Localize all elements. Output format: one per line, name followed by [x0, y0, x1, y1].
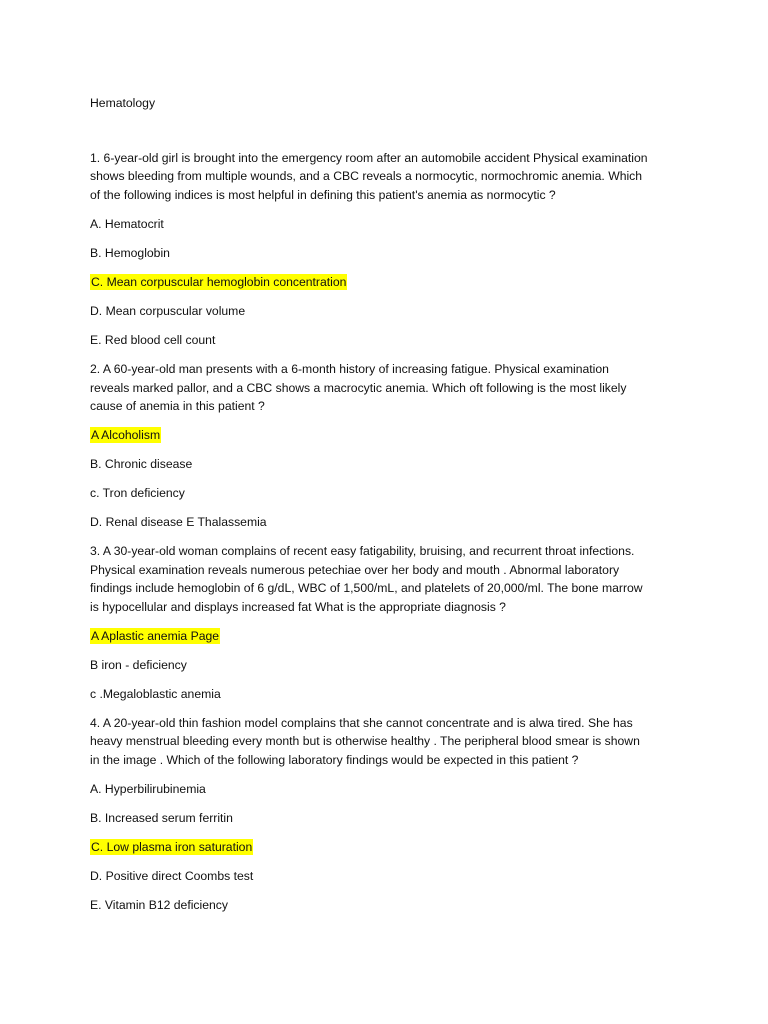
- answer-option-text: B. Increased serum ferritin: [90, 810, 233, 825]
- answer-option: [90, 867, 680, 886]
- question-line: 4. A 20-year-old thin fashion model complains that she cannot concentrate and is alwa tired. She has: [90, 715, 633, 730]
- question-block: [90, 360, 680, 532]
- question-line: Physical examination reveals numerous petechiae over her body and mouth . Abnormal laboratory: [90, 562, 620, 577]
- answer-option: [90, 455, 680, 474]
- question-line: 2. A 60-year-old man presents with a 6-month history of increasing fatigue. Physical examination: [90, 361, 609, 376]
- question-stem: [90, 360, 680, 416]
- answer-option-text: B iron - deficiency: [90, 657, 187, 672]
- question-line: of the following indices is most helpful in defining this patient's anemia as normocytic ?: [90, 188, 556, 203]
- question-line: 1. 6-year-old girl is brought into the emergency room after an automobile accident Physical examination: [90, 150, 648, 165]
- highlighted-answer: A Aplastic anemia Page: [91, 628, 220, 643]
- highlighted-answer: C. Mean corpuscular hemoglobin concentration: [91, 274, 347, 289]
- question-line: reveals marked pallor, and a CBC shows a macrocytic anemia. Which oft following is the most likely: [90, 380, 627, 395]
- question-list: [90, 149, 680, 915]
- question-stem: [90, 714, 680, 770]
- question-line: findings include hemoglobin of 6 g/dL, WBC of 1,500/mL, and platelets of 20,000/ml. The bone marrow: [90, 581, 643, 596]
- answer-option: [90, 685, 680, 704]
- question-block: [90, 542, 680, 704]
- question-line: in the image . Which of the following laboratory findings would be expected in this patient ?: [90, 753, 579, 768]
- answer-option: [90, 780, 680, 799]
- answer-option: [90, 273, 680, 292]
- answer-option: [90, 627, 680, 646]
- answer-option-text: E. Vitamin B12 deficiency: [90, 897, 228, 912]
- question-stem: [90, 542, 680, 617]
- question-line: cause of anemia in this patient ?: [90, 399, 265, 414]
- answer-option: [90, 809, 680, 828]
- question-stem: [90, 149, 680, 205]
- answer-option: [90, 656, 680, 675]
- question-line: shows bleeding from multiple wounds, and a CBC reveals a normocytic, normochromic anemia. Which: [90, 169, 643, 184]
- document-title: Hematology: [90, 96, 156, 110]
- answer-option: [90, 838, 680, 857]
- answer-option-text: D. Mean corpuscular volume: [90, 303, 246, 318]
- answer-option-text: D. Positive direct Coombs test: [90, 868, 254, 883]
- answer-option: [90, 244, 680, 263]
- question-block: [90, 714, 680, 915]
- answer-option: [90, 896, 680, 915]
- answer-option: [90, 484, 680, 503]
- answer-option-text: c .Megaloblastic anemia: [90, 686, 221, 701]
- answer-option: [90, 215, 680, 234]
- answer-option: [90, 302, 680, 321]
- document-body: [90, 94, 680, 925]
- answer-option-text: B. Chronic disease: [90, 456, 193, 471]
- answer-option: [90, 331, 680, 350]
- answer-option-text: A. Hematocrit: [90, 216, 164, 231]
- answer-option-text: E. Red blood cell count: [90, 332, 216, 347]
- answer-option-text: D. Renal disease E Thalassemia: [90, 514, 267, 529]
- answer-option-text: c. Tron deficiency: [90, 485, 185, 500]
- question-line: is hypocellular and displays increased fat What is the appropriate diagnosis ?: [90, 600, 506, 615]
- answer-option-text: A. Hyperbilirubinemia: [90, 781, 206, 796]
- answer-option: [90, 426, 680, 445]
- highlighted-answer: C. Low plasma iron saturation: [91, 839, 253, 854]
- question-block: [90, 149, 680, 350]
- highlighted-answer: A Alcoholism: [91, 427, 161, 442]
- question-line: heavy menstrual bleeding every month but is otherwise healthy . The peripheral blood smear is shown: [90, 734, 640, 749]
- question-line: 3. A 30-year-old woman complains of recent easy fatigability, bruising, and recurrent throat infections.: [90, 543, 635, 558]
- answer-option-text: B. Hemoglobin: [90, 245, 170, 260]
- answer-option: [90, 513, 680, 532]
